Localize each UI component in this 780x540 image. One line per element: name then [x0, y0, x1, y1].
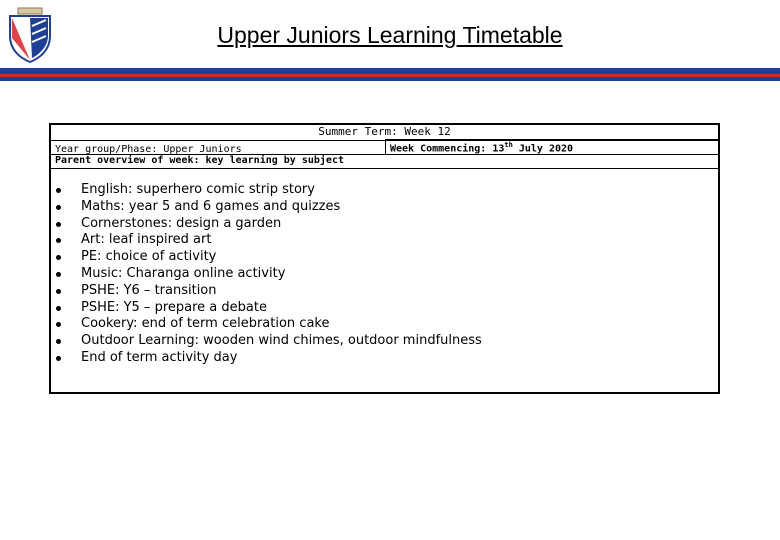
- bullet-icon: [56, 188, 61, 193]
- bullet-icon: [56, 306, 61, 311]
- list-item-text: PE: choice of activity: [81, 249, 217, 265]
- year-group-row: [51, 140, 718, 155]
- term-label: Summer Term: Week 12: [318, 125, 451, 138]
- list-item-text: Art: leaf inspired art: [81, 232, 212, 248]
- bullet-icon: [56, 322, 61, 327]
- bullet-icon: [56, 205, 61, 210]
- timetable-box: [49, 123, 720, 394]
- list-item: [51, 300, 482, 317]
- bullet-icon: [56, 289, 61, 294]
- list-item-text: Maths: year 5 and 6 games and quizzes: [81, 198, 341, 214]
- list-item: [51, 283, 482, 300]
- list-item-text: Outdoor Learning: wooden wind chimes, outdoor mindfulness: [81, 333, 482, 349]
- list-item-text: Music: Charanga online activity: [81, 265, 286, 281]
- week-commencing-cell: [385, 139, 719, 154]
- learning-list: [51, 182, 482, 367]
- list-item: [51, 216, 482, 233]
- year-group-label: Year group/Phase: Upper Juniors: [55, 144, 242, 155]
- header-stripe-blue-lower: [0, 77, 780, 81]
- parent-overview-row: [51, 155, 718, 169]
- week-commencing-label: Week Commencing: 13th July 2020: [390, 141, 574, 155]
- bullet-icon: [56, 356, 61, 361]
- list-item-text: PSHE: Y6 – transition: [81, 282, 217, 298]
- list-item-text: Cornerstones: design a garden: [81, 215, 282, 231]
- list-item: [51, 199, 482, 216]
- bullet-icon: [56, 222, 61, 227]
- list-item-text: English: superhero comic strip story: [81, 182, 315, 197]
- bullet-icon: [56, 238, 61, 243]
- list-item-text: Cookery: end of term celebration cake: [81, 316, 330, 332]
- list-item: [51, 249, 482, 266]
- list-item-text: PSHE: Y5 – prepare a debate: [81, 299, 267, 315]
- list-item: [51, 266, 482, 283]
- bullet-icon: [56, 255, 61, 260]
- list-item: [51, 333, 482, 350]
- list-item: [51, 350, 482, 367]
- list-item: [51, 182, 482, 199]
- list-item-text: End of term activity day: [81, 349, 238, 365]
- parent-overview-label: Parent overview of week: key learning by subject: [55, 155, 344, 166]
- bullet-icon: [56, 339, 61, 344]
- list-item: [51, 232, 482, 249]
- page-title: Upper Juniors Learning Timetable: [217, 22, 563, 48]
- bullet-icon: [56, 272, 61, 277]
- list-item: [51, 316, 482, 333]
